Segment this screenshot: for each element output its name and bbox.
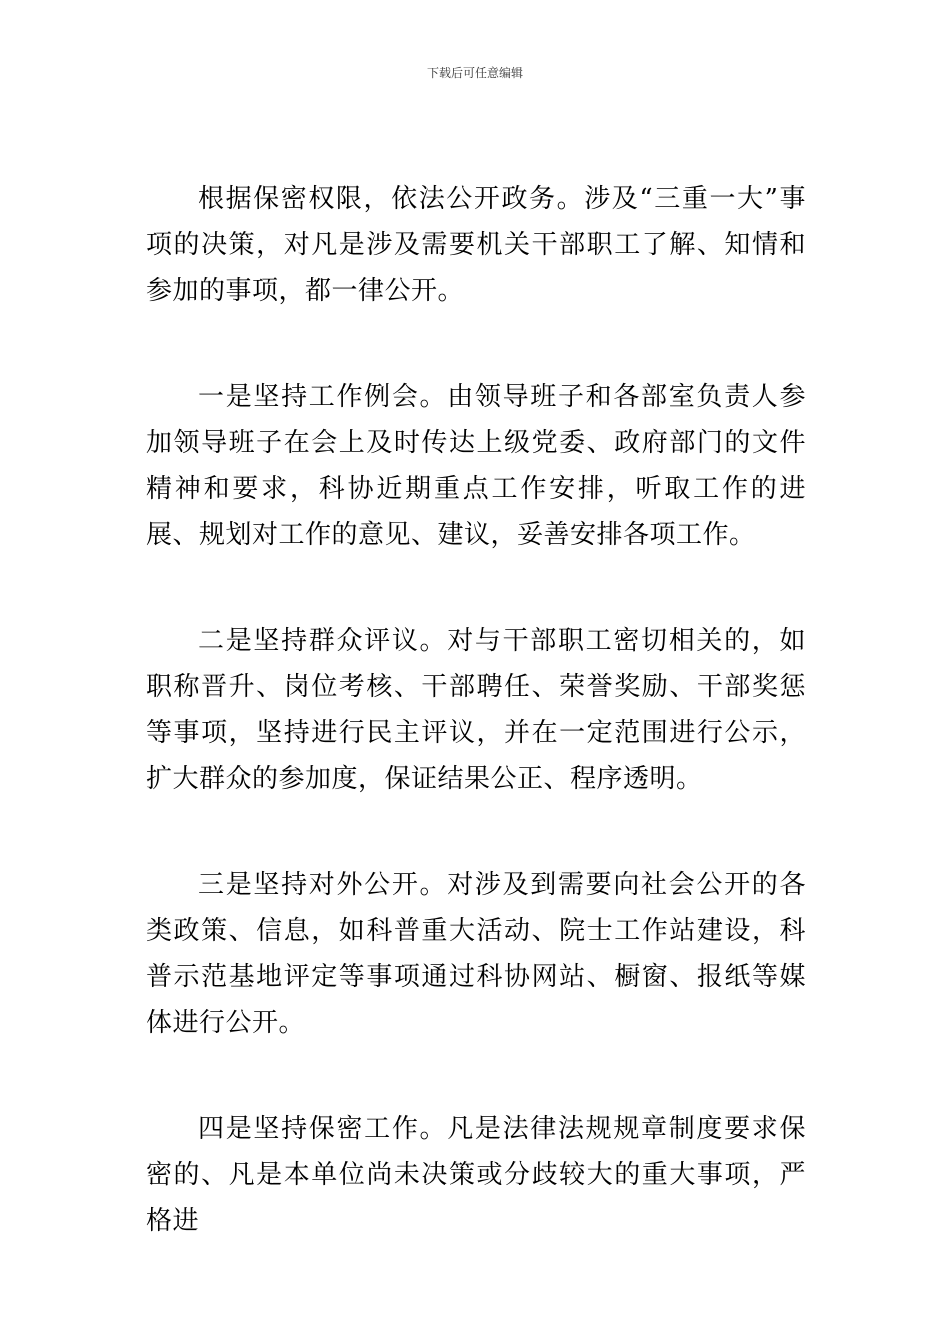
- paragraph-3: 二是坚持群众评议。对与干部职工密切相关的，如职称晋升、岗位考核、干部聘任、荣誉奖励、干部奖惩等事项，坚持进行民主评议，并在一定范围进行公示，扩大群众的参加度，保证结果公正、程序透明。: [146, 626, 806, 794]
- paragraph-1: 根据保密权限，依法公开政务。涉及“三重一大”事项的决策，对凡是涉及需要机关干部职工了解、知情和参加的事项，都一律公开。: [146, 184, 806, 306]
- paragraph-5: 四是坚持保密工作。凡是法律法规规章制度要求保密的、凡是本单位尚未决策或分歧较大的重大事项，严格进: [146, 1114, 806, 1236]
- page-header: 下载后可任意编辑: [426, 66, 523, 80]
- paragraph-4: 三是坚持对外公开。对涉及到需要向社会公开的各类政策、信息，如科普重大活动、院士工作站建设，科普示范基地评定等事项通过科协网站、橱窗、报纸等媒体进行公开。: [146, 870, 806, 1038]
- document-body: [146, 176, 806, 1304]
- paragraph-2: 一是坚持工作例会。由领导班子和各部室负责人参加领导班子在会上及时传达上级党委、政府部门的文件精神和要求，科协近期重点工作安排，听取工作的进展、规划对工作的意见、建议，妥善安排各项工作。: [146, 382, 806, 550]
